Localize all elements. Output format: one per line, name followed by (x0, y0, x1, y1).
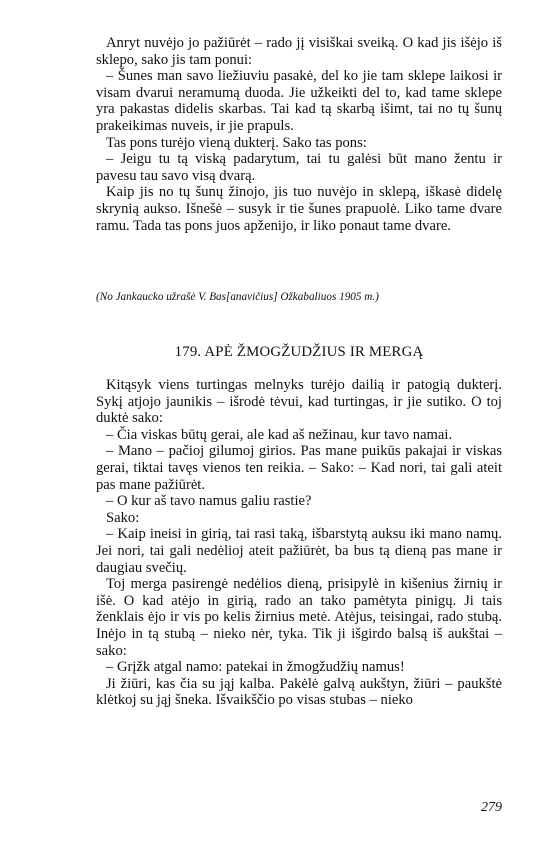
previous-story-ending (96, 35, 502, 234)
paragraph: – Šunes man savo liežiuviu pasakė, del ko jie tam sklepe laikosi ir visam dvarui neramumą duoda. Jie užkeikti del to, kad tame sklepe yra pakastas didelis skarbas. Tai kad tą skarbą išimt, tai no tų šunų prakeikimas nuveis, ir jie prapuls. (96, 68, 502, 134)
paragraph: Toj merga pasirengė nedėlios dieną, prisipylė in kišenius žirnių ir išė. O kad atėjo in girią, rado an tako pamėtyta pinigų. Ji tais ženklais ėjo ir vis po kelis žirnius metė. Atėjus, teisingai, rado stubą. Inėjo in tą stubą – nieko nėr, tyka. Tik ji išgirdo balsą iš aukštai – sako: (96, 576, 502, 659)
paragraph: Sako: (106, 509, 140, 526)
page-number: 279 (481, 800, 502, 815)
paragraph: Kitąsyk viens turtingas melnyks turėjo dailią ir patogią dukterį. Sykį atjojo jaunikis – išrodė tėvui, kad turtingas, ir jie sutiko. O toj duktė sako: (96, 377, 502, 427)
paragraph: – Grįžk atgal namo: patekai in žmogžudžių namus! (106, 659, 405, 676)
paragraph: – Mano – pačioj gilumoj girios. Pas mane puikūs pakajai ir viskas gerai, tiktai tavęs vienos ten reikia. – Sako: – Kad nori, tai gali ateit pas mane pažiūrėt. (96, 443, 502, 493)
paragraph: – O kur aš tavo namus galiu rastie? (106, 493, 312, 510)
paragraph: – Čia viskas būtų gerai, ale kad aš nežinau, kur tavo namai. (106, 426, 453, 443)
paragraph: Kaip jis no tų šunų žinojo, jis tuo nuvėjo in sklepą, iškasė didelę skrynią aukso. Išnešė – susyk ir tie šunes prapuolė. Liko tame dvare ramu. Tada tas pons juos apženijo, ir liko ponaut tame dvare. (96, 184, 502, 234)
paragraph: Tas pons turėjo vieną dukterį. Sako tas pons: (106, 134, 367, 151)
paragraph: – Kaip ineisi in girią, tai rasi taką, išbarstytą auksu iki mano namų. Jei nori, tai gali nedėlioj ateit pažiūrėt, ba bus tą dieną pas mane ir daugiau svečių. (96, 526, 502, 576)
paragraph: Anryt nuvėjo jo pažiūrėt – rado jį visiškai sveiką. O kad jis išėjo iš sklepo, sako jis tam ponui: (96, 35, 502, 68)
story-body (96, 377, 502, 709)
source-citation: (No Jankaucko užrašė V. Bas[anavičius] Ožkabaliuos 1905 m.) (96, 291, 379, 303)
chapter-title: 179. APĖ ŽMOGŽUDŽIUS IR MERGĄ (174, 344, 424, 360)
paragraph: – Jeigu tu tą viską padarytum, tai tu galėsi būt mano žentu ir pavesu tau savo visą dvarą. (96, 151, 502, 184)
paragraph: Ji žiūri, kas čia su jąj kalba. Pakėlė galvą aukštyn, žiūri – paukštė klėtkoj su jąj šneka. Išvaikščio po visas stubas – nieko (96, 675, 502, 709)
